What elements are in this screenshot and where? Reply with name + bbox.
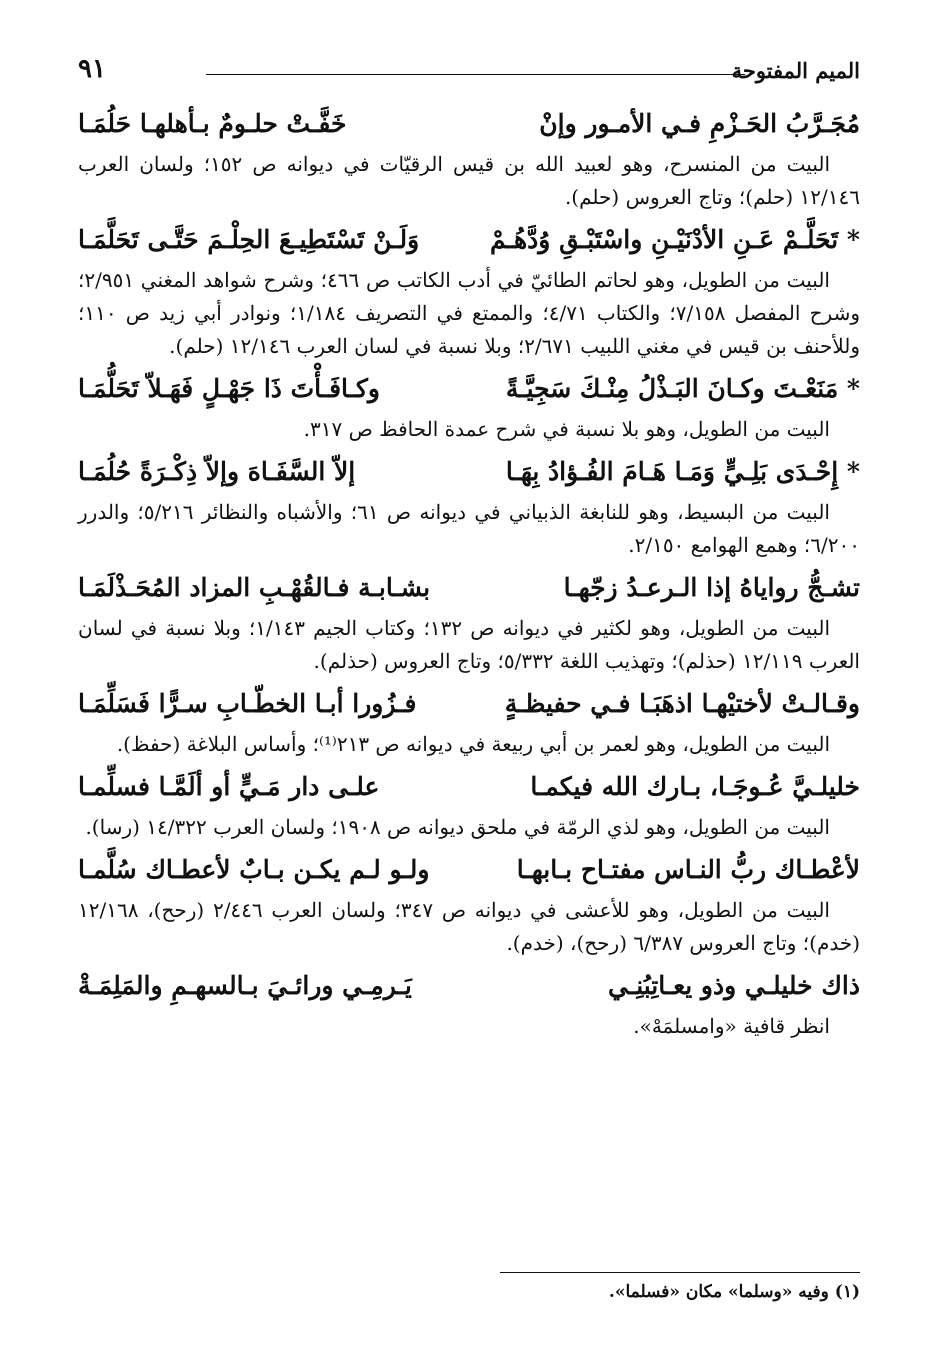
verse-commentary: البيت من الطويل، وهو للأعشى في ديوانه ص ٣٤٧؛ ولسان العرب ٢/٤٤٦ (رحح)، ١٢/١٦٨ (خدم)؛ وتاج العروس ٦/٣٨٧ (رحح)، (خدم).	[78, 898, 860, 955]
verse-first-hemistich: ذاك خليلـي وذو يعـاتِبُنِـي	[608, 971, 860, 1000]
verse-second-hemistich: يَـرمِـي ورائـيَ بـالسهـمِ والمَلِمَـةْ	[78, 971, 412, 1000]
verse	[78, 964, 860, 1010]
verse	[78, 367, 860, 413]
verse-commentary: البيت من البسيط، وهو للنابغة الذبياني في ديوانه ص ٦١؛ والأشباه والنظائر ٥/٢١٦؛ والدرر ٦/٢٠٠؛ وهمع الهوامع ٢/١٥٠.	[78, 500, 860, 557]
verse-commentary: البيت من الطويل، وهو لعمر بن أبي ربيعة في ديوانه ص ٢١٣⁽¹⁾؛ وأساس البلاغة (حفظ).	[116, 732, 830, 756]
verse-commentary: انظر قافية «وامسلمَهْ».	[633, 1014, 830, 1038]
verse-commentary: البيت من المنسرح، وهو لعبيد الله بن قيس الرقيّات في ديوانه ص ١٥٢؛ ولسان العرب ١٢/١٤٦ (حلم)؛ وتاج العروس (حلم).	[78, 152, 860, 209]
verse-first-hemistich: مُجَـرَّبُ الحَـزْمِ فـي الأمـور وإنْ	[539, 109, 860, 138]
entry-6	[78, 682, 860, 761]
verse-second-hemistich: خَفَّـتْ حلـومٌ بـأهلهـا حَلُمَـا	[78, 109, 347, 138]
entry-8	[78, 848, 860, 960]
entry-2	[78, 218, 860, 363]
page-body	[78, 102, 860, 1047]
verse-commentary: البيت من الطويل، وهو لذي الرمّة في ملحق ديوانه ص ١٩٠٨؛ ولسان العرب ١٤/٣٢٢ (رسا).	[85, 815, 830, 839]
entry-7	[78, 765, 860, 844]
verse-first-hemistich: تشـجُّ رواياهُ إذا الـرعـدُ زجّهـا	[563, 573, 860, 602]
page-number: ٩١	[78, 54, 106, 84]
verse-second-hemistich: علـى دار مَـيٍّ أو ألَمَّـا فسلِّمـا	[78, 772, 380, 801]
verse	[78, 566, 860, 612]
verse-commentary: البيت من الطويل، وهو لحاتم الطائيّ في أدب الكاتب ص ٤٦٦؛ وشرح شواهد المغني ٢/٩٥١؛ وشرح المفصل ٧/١٥٨؛ والكتاب ٤/٧١؛ والممتع في التصريف ١/١٨٤؛ ونوادر أبي زيد ص ١١٠؛ وللأحنف بن قيس في مغني اللبيب ٢/٦٧١؛ وبلا نسبة في لسان العرب ١٢/١٤٦ (حلم).	[78, 268, 860, 358]
page-header	[78, 52, 860, 92]
verse-second-hemistich: إلاّ السَّفَـاهَ وإلاّ ذِكْـرَةً حُلُمَـا	[78, 457, 356, 486]
footnote-rule	[500, 1272, 860, 1273]
verse-first-hemistich: لأعْطـاك ربُّ النـاس مفتـاح بـابهـا	[516, 855, 860, 884]
entry-3	[78, 367, 860, 446]
entry-1	[78, 102, 860, 214]
verse	[78, 102, 860, 148]
verse-second-hemistich: فـزُورا أبـا الخطّـابِ سـرًّا فَسَلِّمَـا	[78, 689, 417, 718]
verse-second-hemistich: بشـابـة فـالقُهْـبِ المزاد المُحَـذْلَمَـا	[78, 573, 431, 602]
verse	[78, 218, 860, 264]
verse-second-hemistich: وَلَـنْ تَسْتَطِيـعَ الحِلْـمَ حَتَّـى تَحَلَّمَـا	[78, 225, 420, 254]
verse-first-hemistich: خليلـيَّ عُـوجَـا، بـارك الله فيكمـا	[530, 772, 860, 801]
verse-first-hemistich: * إِحْـدَى بَلِـيٍّ وَمَـا هَـامَ الفُـؤادُ بِهَـا	[505, 457, 860, 486]
verse-first-hemistich: * تَحَلَّـمْ عَـنِ الأدْنَيْـنِ واسْتَبْـقِ وُدَّهُـمْ	[490, 225, 860, 254]
entry-9	[78, 964, 860, 1043]
verse	[78, 450, 860, 496]
verse-second-hemistich: ولـو لـم يكـن بـابٌ لأعطـاك سُلَّمـا	[78, 855, 430, 884]
verse-second-hemistich: وكـافَـأْتَ ذَا جَهْـلٍ فَهَـلاّ تَحَلُّمَـا	[78, 374, 380, 403]
verse-commentary: البيت من الطويل، وهو بلا نسبة في شرح عمدة الحافظ ص ٣١٧.	[303, 417, 830, 441]
entry-4	[78, 450, 860, 562]
running-title: الميم المفتوحة	[731, 58, 860, 83]
verse-first-hemistich: وقـالـتْ لأختيْهـا اذهَبَـا فـي حفيظـةٍ	[504, 689, 860, 718]
verse-commentary: البيت من الطويل، وهو لكثير في ديوانه ص ١٣٢؛ وكتاب الجيم ١/١٤٣؛ وبلا نسبة في لسان العرب ١٢/١١٩ (حذلم)؛ وتهذيب اللغة ٥/٣٣٢؛ وتاج العروس (حذلم).	[78, 616, 860, 673]
header-rule	[206, 74, 745, 75]
entry-5	[78, 566, 860, 678]
verse	[78, 682, 860, 728]
verse-first-hemistich: * مَنَعْـتَ وكـانَ البَـذْلُ مِنْـكَ سَجِيَّـةً	[505, 374, 860, 403]
footnote: (١) وفيه «وسلما» مكان «فسلما».	[608, 1282, 860, 1302]
verse	[78, 765, 860, 811]
verse	[78, 848, 860, 894]
